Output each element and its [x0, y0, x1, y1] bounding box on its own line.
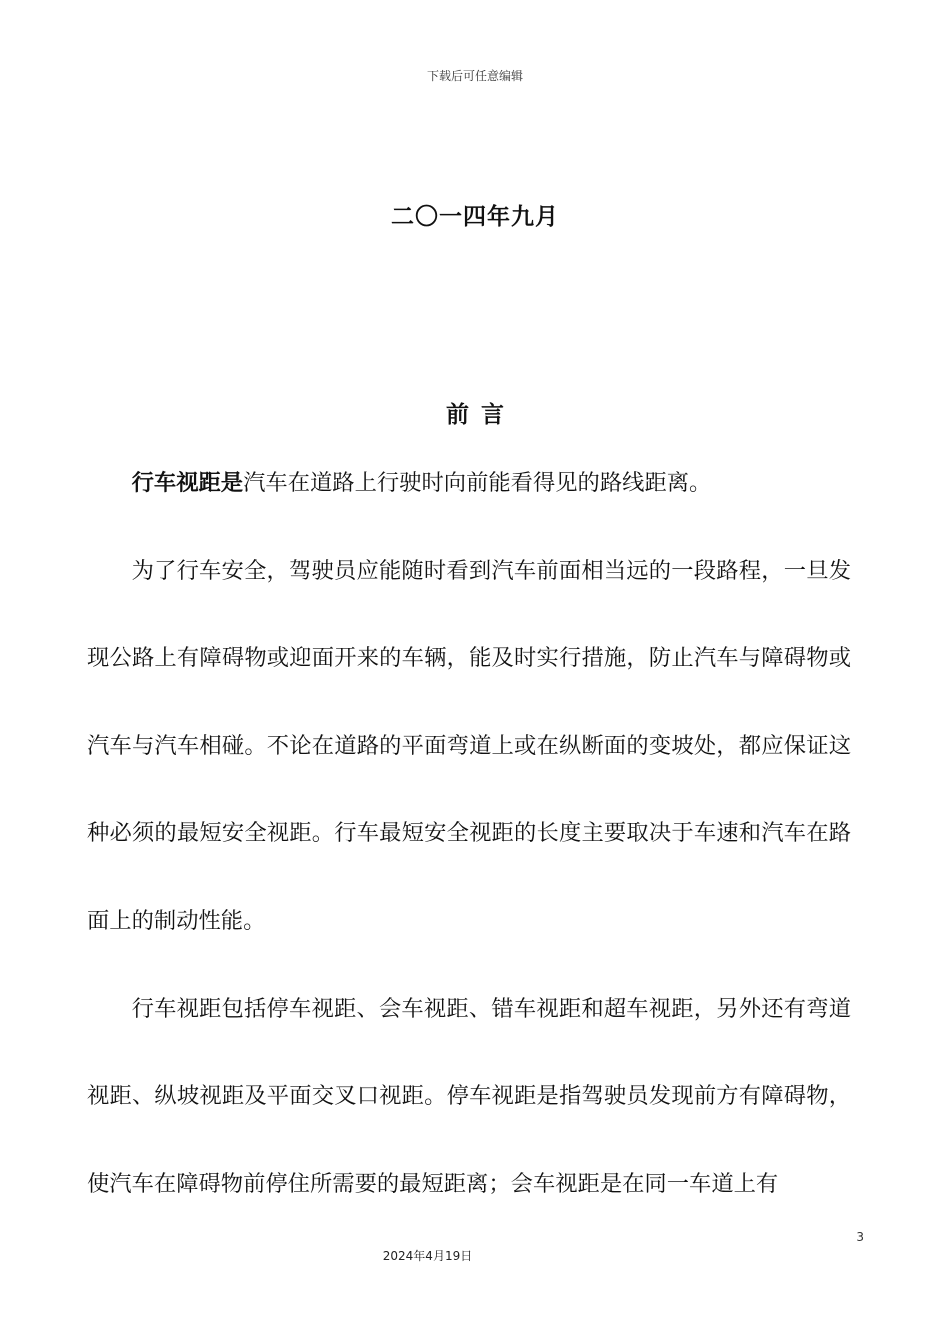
paragraph-text: 汽车在道路上行驶时向前能看得见的路线距离。	[243, 470, 712, 496]
footer-date: 2024年4月19日	[382, 1249, 473, 1263]
document-date-title: 二〇一四年九月	[391, 204, 559, 230]
paragraph-types	[87, 966, 851, 1229]
page-number: 3	[856, 1230, 864, 1244]
paragraph-text: 为了行车安全，驾驶员应能随时看到汽车前面相当远的一段路程，一旦发现公路上有障碍物或迎面开来的车辆，能及时实行措施，防止汽车与障碍物或汽车与汽车相碰。不论在道路的平面弯道上或在纵断面的变坡处，都应保证这种必须的最短安全视距。行车最短安全视距的长度主要取决于车速和汽车在路面上的制动性能。	[87, 557, 851, 934]
paragraph-definition	[87, 440, 851, 528]
document-body	[87, 440, 851, 1228]
header-note: 下载后可任意编辑	[426, 69, 523, 83]
section-title: 前言	[446, 402, 516, 428]
paragraph-safety	[87, 528, 851, 966]
paragraph-text: 行车视距包括停车视距、会车视距、错车视距和超车视距，另外还有弯道视距、纵坡视距及平面交叉口视距。停车视距是指驾驶员发现前方有障碍物，使汽车在障碍物前停住所需要的最短距离；会车视距是在同一车道上有	[87, 995, 851, 1197]
paragraph-lead-term: 行车视距是	[131, 470, 244, 496]
